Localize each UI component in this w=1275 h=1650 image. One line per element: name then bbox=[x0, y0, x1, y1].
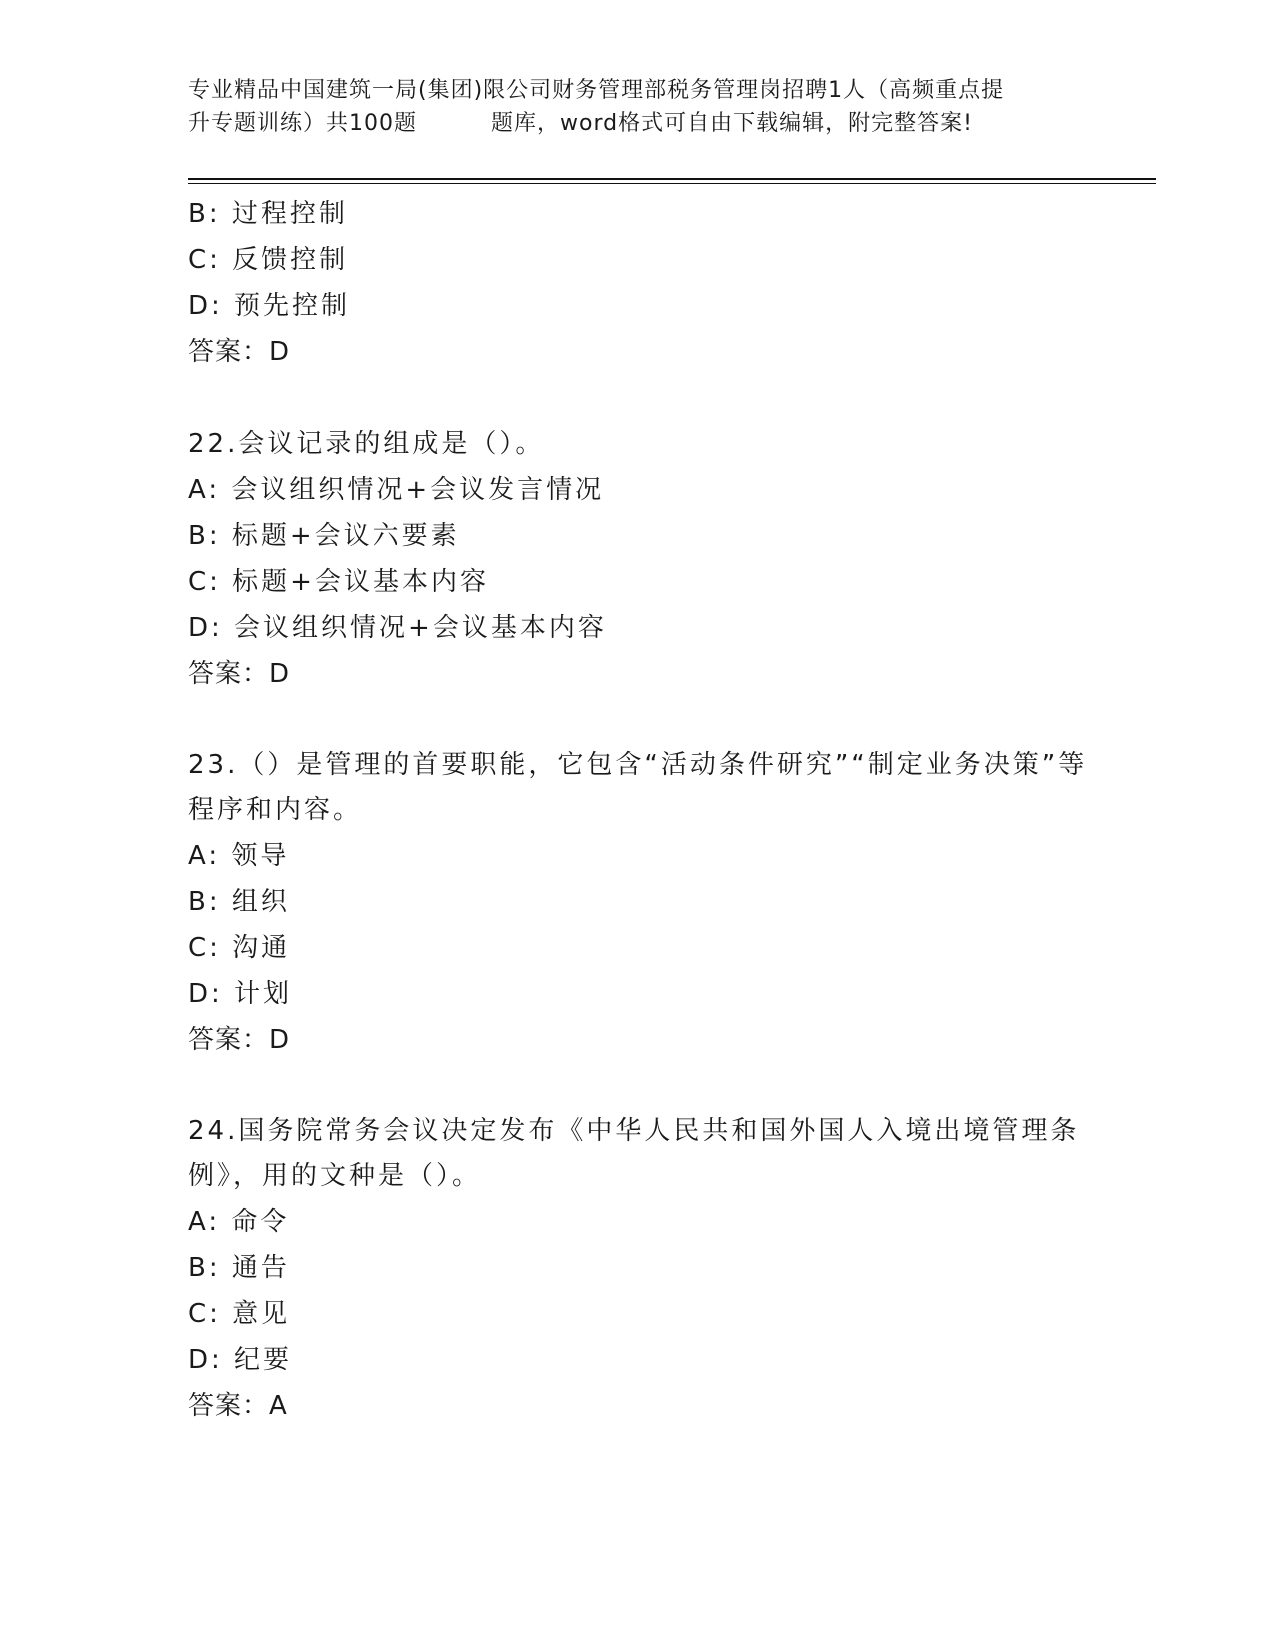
question-21-tail bbox=[188, 191, 1088, 375]
document-body bbox=[188, 191, 1088, 1429]
option-c: C: 标题+会议基本内容 bbox=[188, 567, 489, 597]
option-b: B: 标题+会议六要素 bbox=[188, 521, 460, 551]
option-d: D: 纪要 bbox=[188, 1345, 293, 1375]
question-stem: 23.（）是管理的首要职能，它包含“活动条件研究”“制定业务决策”等程序和内容。 bbox=[188, 750, 1088, 825]
option-d: D: 计划 bbox=[188, 979, 293, 1009]
header-line-2-right: 题库，word格式可自由下载编辑，附完整答案! bbox=[491, 111, 973, 136]
question-22 bbox=[188, 421, 1088, 697]
option-b: B: 过程控制 bbox=[188, 199, 348, 229]
option-c: C: 意见 bbox=[188, 1299, 291, 1329]
document-header bbox=[188, 74, 1088, 140]
answer: 答案：D bbox=[188, 659, 291, 689]
question-24 bbox=[188, 1109, 1088, 1429]
option-a: A: 命令 bbox=[188, 1207, 290, 1237]
option-a: A: 会议组织情况+会议发言情况 bbox=[188, 475, 605, 505]
header-divider-thick bbox=[188, 178, 1156, 180]
answer: 答案：D bbox=[188, 337, 291, 367]
answer: 答案：D bbox=[188, 1025, 291, 1055]
option-c: C: 反馈控制 bbox=[188, 245, 349, 275]
option-b: B: 通告 bbox=[188, 1253, 290, 1283]
question-stem: 22.会议记录的组成是（）。 bbox=[188, 429, 545, 459]
question-stem: 24.国务院常务会议决定发布《中华人民共和国外国人入境出境管理条例》，用的文种是（）。 bbox=[188, 1116, 1080, 1191]
option-d: D: 预先控制 bbox=[188, 291, 351, 321]
question-23 bbox=[188, 743, 1088, 1063]
header-line-2 bbox=[188, 107, 1088, 140]
option-d: D: 会议组织情况+会议基本内容 bbox=[188, 613, 607, 643]
answer: 答案：A bbox=[188, 1391, 288, 1421]
option-c: C: 沟通 bbox=[188, 933, 291, 963]
option-a: A: 领导 bbox=[188, 841, 290, 871]
header-line-1: 专业精品中国建筑一局(集团)限公司财务管理部税务管理岗招聘1人（高频重点提 bbox=[188, 78, 1005, 103]
option-b: B: 组织 bbox=[188, 887, 290, 917]
header-line-2-left: 升专题训练）共100题 bbox=[188, 111, 417, 136]
header-divider-thin bbox=[188, 183, 1156, 184]
